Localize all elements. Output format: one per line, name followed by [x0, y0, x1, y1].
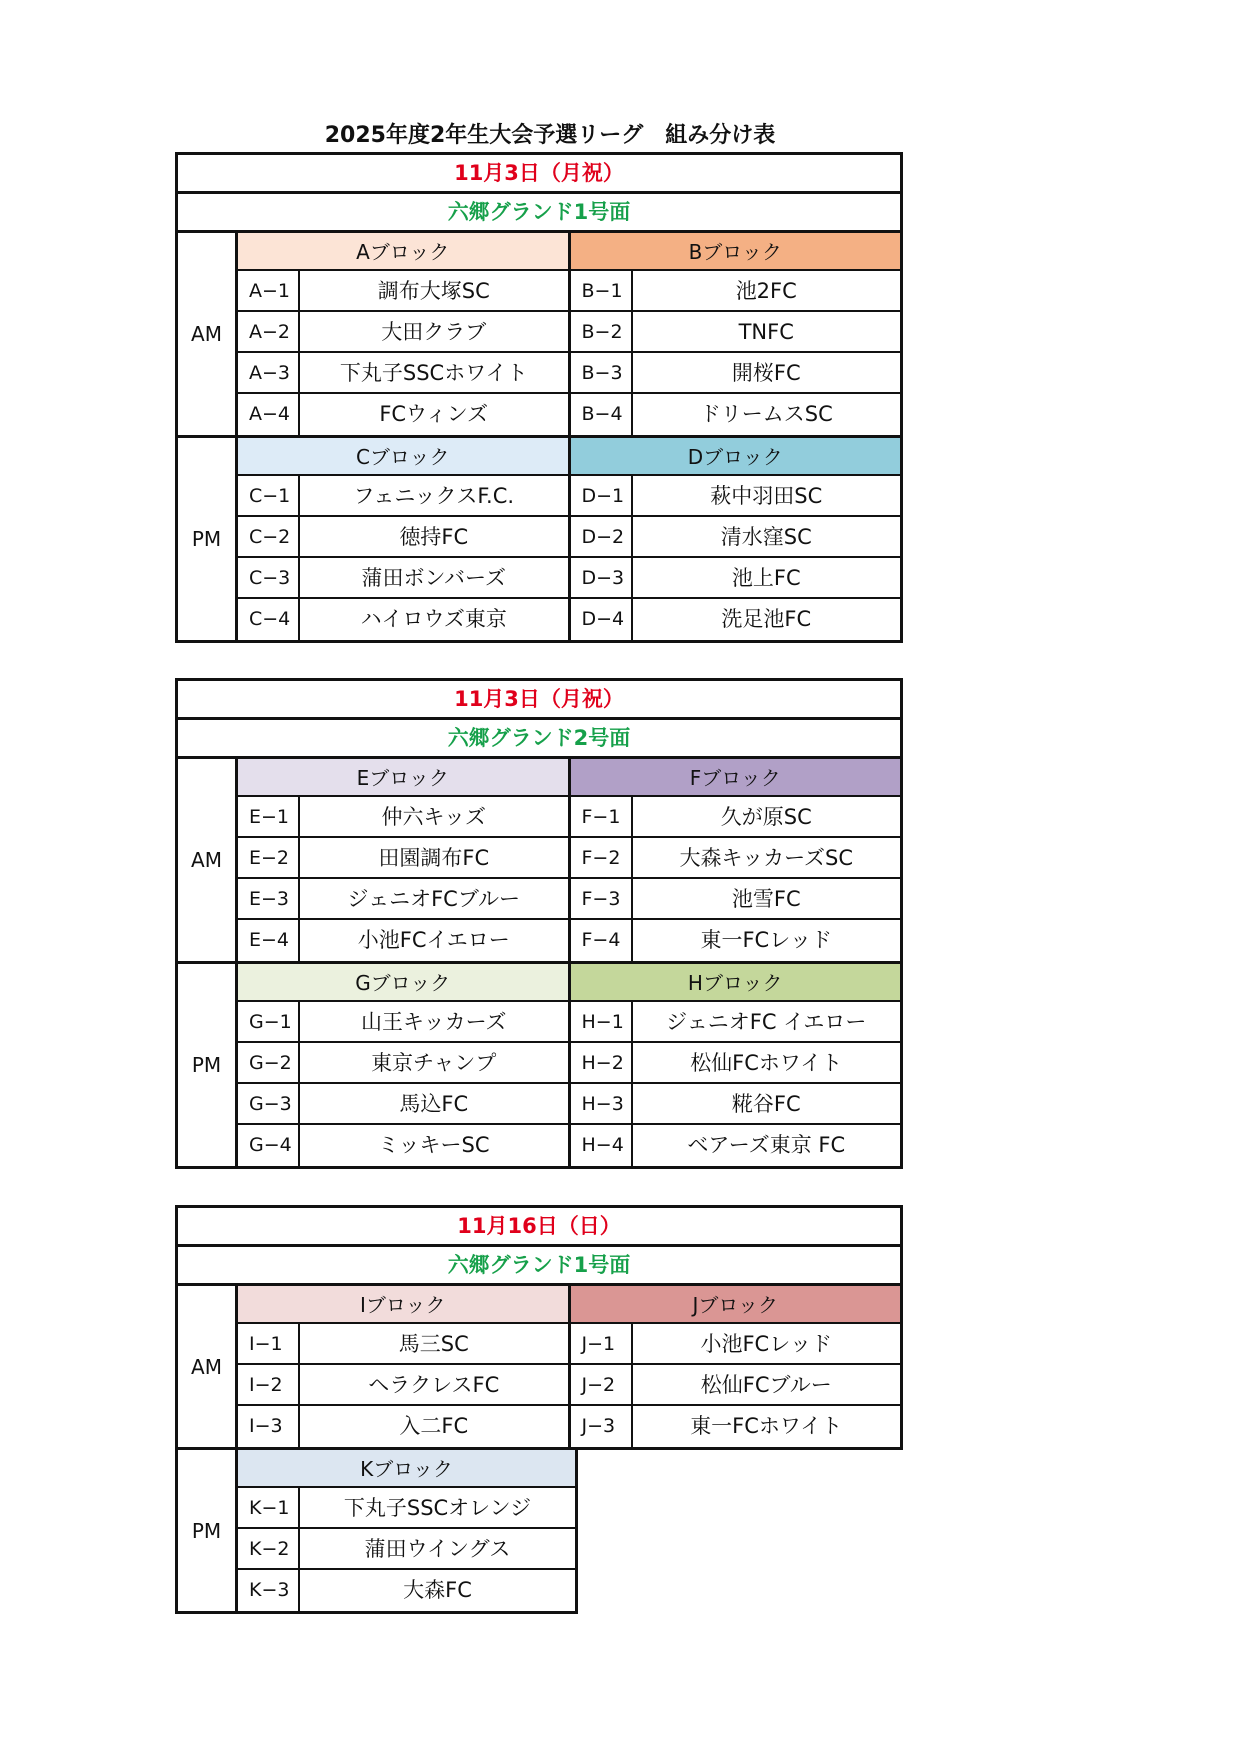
- team-name: 清水窪SC: [720, 525, 812, 549]
- team-row: [571, 312, 901, 353]
- team-name: 蒲田ボンバーズ: [361, 566, 506, 590]
- team-row: [238, 1084, 568, 1125]
- team-code: E−3: [238, 879, 300, 918]
- team-name: 小池FCレッド: [700, 1332, 833, 1356]
- period-pm: [175, 1450, 578, 1614]
- team-code: B−1: [571, 271, 633, 310]
- team-row: [571, 1043, 901, 1084]
- team-row: [238, 558, 568, 599]
- team-row: [571, 517, 901, 558]
- block: [238, 964, 568, 1166]
- page-title: 2025年度2年生大会予選リーグ 組み分け表: [324, 123, 776, 148]
- team-name: 蒲田ウイングス: [364, 1537, 511, 1561]
- team-name: ベアーズ東京 FC: [687, 1133, 846, 1157]
- team-row: [571, 558, 901, 599]
- team-name: 池雪FC: [731, 887, 801, 911]
- period-label: AM: [178, 233, 238, 435]
- team-code: I−2: [238, 1365, 300, 1404]
- team-code: A−1: [238, 271, 300, 310]
- block: [568, 1286, 901, 1447]
- team-code: K−1: [238, 1488, 300, 1527]
- team-name: ヘラクレスFC: [368, 1373, 500, 1397]
- block-header: Dブロック: [571, 438, 901, 476]
- schedule-date: 11月3日（月祝）: [175, 678, 903, 720]
- team-row: [238, 879, 568, 920]
- team-row: [238, 1406, 568, 1447]
- team-code: H−4: [571, 1125, 633, 1166]
- team-name: 萩中羽田SC: [710, 484, 823, 508]
- block-header: Aブロック: [238, 233, 568, 271]
- block-header: Hブロック: [571, 964, 901, 1002]
- team-row: [238, 920, 568, 961]
- team-code: E−4: [238, 920, 300, 961]
- team-code: E−2: [238, 838, 300, 877]
- block-group: [238, 759, 900, 961]
- block-header: Kブロック: [238, 1450, 575, 1488]
- team-name: 久が原SC: [720, 805, 812, 829]
- team-row: [238, 476, 568, 517]
- team-code: G−4: [238, 1125, 300, 1166]
- schedule-table: [175, 678, 903, 1169]
- team-code: F−2: [571, 838, 633, 877]
- team-code: B−2: [571, 312, 633, 351]
- team-code: C−1: [238, 476, 300, 515]
- team-name: 入二FC: [399, 1414, 469, 1438]
- team-code: D−1: [571, 476, 633, 515]
- block: [568, 233, 901, 435]
- team-code: J−3: [571, 1406, 633, 1447]
- schedule-date: 11月16日（日）: [175, 1205, 903, 1247]
- team-row: [571, 476, 901, 517]
- schedule-field: 六郷グランド1号面: [175, 194, 903, 233]
- block: [238, 438, 568, 640]
- team-code: F−3: [571, 879, 633, 918]
- team-name: 大森キッカーズSC: [679, 846, 854, 870]
- team-code: F−4: [571, 920, 633, 961]
- team-code: D−2: [571, 517, 633, 556]
- schedule-table: [175, 1205, 903, 1614]
- period-am: [175, 1286, 903, 1450]
- team-row: [238, 353, 568, 394]
- block-group: [238, 964, 900, 1166]
- team-code: F−1: [571, 797, 633, 836]
- team-code: H−1: [571, 1002, 633, 1041]
- team-name: 池2FC: [735, 279, 797, 303]
- block: [238, 1286, 568, 1447]
- team-code: G−3: [238, 1084, 300, 1123]
- team-row: [238, 1125, 568, 1166]
- team-row: [571, 1365, 901, 1406]
- team-row: [571, 1324, 901, 1365]
- team-name: 松仙FCブルー: [700, 1373, 832, 1397]
- team-name: 東一FCホワイト: [690, 1414, 843, 1438]
- team-code: D−3: [571, 558, 633, 597]
- team-name: 小池FCイエロー: [357, 928, 510, 952]
- team-row: [238, 838, 568, 879]
- period-label: PM: [178, 1450, 238, 1611]
- team-row: [238, 312, 568, 353]
- team-name: ドリームスSC: [699, 402, 833, 426]
- team-name: 下丸子SSCホワイト: [339, 361, 528, 385]
- team-name: 下丸子SSCオレンジ: [343, 1496, 532, 1520]
- team-name: FCウィンズ: [379, 402, 489, 426]
- team-row: [238, 1529, 575, 1570]
- team-row: [571, 1002, 901, 1043]
- period-label: PM: [178, 964, 238, 1166]
- block-group: [238, 1286, 900, 1447]
- team-name: 調布大塚SC: [377, 279, 490, 303]
- team-code: A−3: [238, 353, 300, 392]
- team-code: A−4: [238, 394, 300, 435]
- team-row: [238, 271, 568, 312]
- schedule-field: 六郷グランド1号面: [175, 1247, 903, 1286]
- block-header: Gブロック: [238, 964, 568, 1002]
- team-row: [571, 838, 901, 879]
- schedule-date: 11月3日（月祝）: [175, 152, 903, 194]
- team-name: ミッキーSC: [377, 1133, 490, 1157]
- team-row: [238, 1043, 568, 1084]
- team-row: [238, 394, 568, 435]
- team-row: [571, 1406, 901, 1447]
- team-name: ハイロウズ東京: [360, 607, 507, 631]
- team-row: [571, 879, 901, 920]
- team-name: 東京チャンプ: [371, 1051, 497, 1075]
- team-row: [238, 1324, 568, 1365]
- team-code: K−3: [238, 1570, 300, 1611]
- team-code: J−1: [571, 1324, 633, 1363]
- team-row: [571, 353, 901, 394]
- team-code: H−2: [571, 1043, 633, 1082]
- team-code: B−3: [571, 353, 633, 392]
- period-label: PM: [178, 438, 238, 640]
- block-header: Jブロック: [571, 1286, 901, 1324]
- period-label: AM: [178, 759, 238, 961]
- block-header: Bブロック: [571, 233, 901, 271]
- team-code: B−4: [571, 394, 633, 435]
- team-row: [238, 1488, 575, 1529]
- block: [568, 759, 901, 961]
- team-code: I−1: [238, 1324, 300, 1363]
- team-name: 池上FC: [731, 566, 801, 590]
- block-header: Cブロック: [238, 438, 568, 476]
- team-name: 徳持FC: [399, 525, 469, 549]
- team-row: [571, 1084, 901, 1125]
- schedule-table: [175, 152, 903, 643]
- team-row: [238, 1570, 575, 1611]
- period-am: [175, 759, 903, 964]
- team-code: C−3: [238, 558, 300, 597]
- team-name: 糀谷FC: [731, 1092, 801, 1116]
- team-name: 松仙FCホワイト: [690, 1051, 843, 1075]
- schedule-field: 六郷グランド2号面: [175, 720, 903, 759]
- team-row: [238, 517, 568, 558]
- team-row: [571, 920, 901, 961]
- team-row: [238, 1365, 568, 1406]
- block-group: [238, 1450, 575, 1611]
- team-row: [238, 797, 568, 838]
- team-name: 東一FCレッド: [700, 928, 833, 952]
- team-code: C−4: [238, 599, 300, 640]
- team-row: [571, 599, 901, 640]
- team-code: I−3: [238, 1406, 300, 1447]
- block: [568, 964, 901, 1166]
- team-name: 洗足池FC: [721, 607, 812, 631]
- team-name: ジェニオFC イエロー: [666, 1010, 867, 1034]
- block-header: Fブロック: [571, 759, 901, 797]
- team-name: 大森FC: [403, 1578, 472, 1602]
- team-code: E−1: [238, 797, 300, 836]
- block: [238, 1450, 575, 1611]
- period-pm: [175, 438, 903, 643]
- team-name: ジェニオFCブルー: [347, 887, 520, 911]
- block: [568, 438, 901, 640]
- team-row: [571, 1125, 901, 1166]
- team-code: C−2: [238, 517, 300, 556]
- team-row: [571, 271, 901, 312]
- team-name: 馬込FC: [399, 1092, 469, 1116]
- period-pm: [175, 964, 903, 1169]
- team-name: 大田クラブ: [381, 320, 487, 344]
- block-header: Iブロック: [238, 1286, 568, 1324]
- block-group: [238, 233, 900, 435]
- team-code: D−4: [571, 599, 633, 640]
- team-name: 開桜FC: [731, 361, 801, 385]
- team-name: TNFC: [738, 320, 794, 344]
- team-row: [238, 1002, 568, 1043]
- team-name: 馬三SC: [398, 1332, 469, 1356]
- block-group: [238, 438, 900, 640]
- block-header: Eブロック: [238, 759, 568, 797]
- team-code: G−1: [238, 1002, 300, 1041]
- period-label: AM: [178, 1286, 238, 1447]
- team-name: フェニックスF.C.: [353, 484, 515, 508]
- team-row: [571, 797, 901, 838]
- block: [238, 759, 568, 961]
- team-code: A−2: [238, 312, 300, 351]
- team-code: K−2: [238, 1529, 300, 1568]
- team-code: G−2: [238, 1043, 300, 1082]
- team-code: J−2: [571, 1365, 633, 1404]
- team-row: [571, 394, 901, 435]
- team-name: 田園調布FC: [378, 846, 490, 870]
- team-row: [238, 599, 568, 640]
- team-name: 山王キッカーズ: [360, 1010, 507, 1034]
- block: [238, 233, 568, 435]
- period-am: [175, 233, 903, 438]
- team-code: H−3: [571, 1084, 633, 1123]
- team-name: 仲六キッズ: [381, 805, 487, 829]
